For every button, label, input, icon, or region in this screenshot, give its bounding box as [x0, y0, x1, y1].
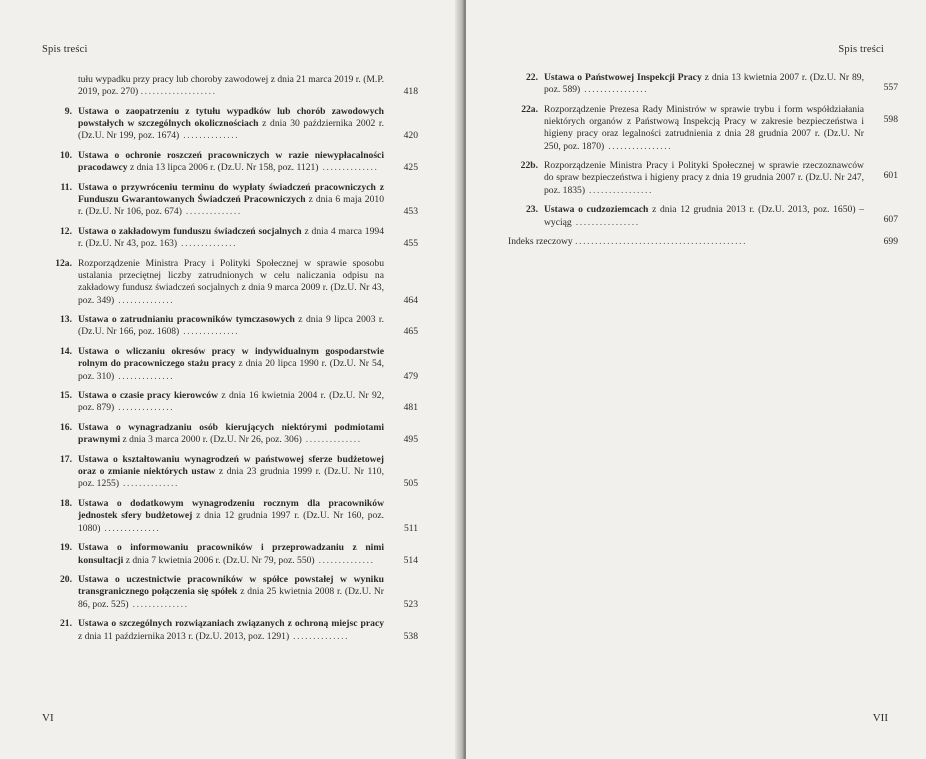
entry-page: 481 [403, 402, 418, 414]
dot-leader: .............. [177, 238, 238, 250]
entry-page: 420 [403, 130, 418, 142]
running-head-right: Spis treści [838, 44, 884, 55]
entry-page: 495 [403, 434, 418, 446]
toc-right [508, 72, 898, 248]
entry-number: 16. [60, 422, 72, 434]
entry-citation: z dnia 30 października 2002 r. (Dz.U. Nr 199, poz. 1674) [78, 118, 384, 142]
entry-citation: Rozporządzenie Ministra Pracy i Polityki Społecznej w sprawie rzeczoznawców do spraw bezpieczeństwa i higieny pracy z dnia 19 grudnia 2007 r. (Dz.U. Nr 247, poz. 1835) [544, 160, 864, 196]
entry-title: Ustawa o zaopatrzeniu z tytułu wypadków lub chorób zawodowych powstałych w szczególnych okolicznościach [78, 105, 384, 130]
entry-page: 538 [403, 630, 418, 642]
dot-leader: .............. [179, 130, 240, 142]
entry-citation: z dnia 3 marca 2000 r. (Dz.U. Nr 26, poz. 306) [120, 434, 302, 446]
dot-leader: .............. [318, 162, 379, 174]
toc-entry[interactable] [42, 574, 418, 611]
entry-page: 607 [883, 214, 898, 226]
dot-leader: .............. [301, 434, 362, 446]
entry-number: 22. [526, 72, 538, 83]
entry-citation: z dnia 6 maja 2010 r. (Dz.U. Nr 106, poz. 674) [78, 194, 384, 218]
dot-leader: .............. [114, 370, 175, 382]
left-page [0, 0, 461, 759]
toc-entry[interactable] [508, 104, 898, 153]
toc-entry[interactable] [42, 226, 418, 250]
toc-entry[interactable] [42, 258, 418, 307]
entry-title: Ustawa o kształtowaniu wynagrodzeń w państwowej sferze budżetowej oraz o zmianie niektórych ustaw [78, 454, 384, 478]
dot-leader: .............. [114, 294, 175, 306]
entry-number: 20. [60, 574, 72, 586]
entry-citation: z dnia 16 kwietnia 2004 r. (Dz.U. Nr 92, poz. 879) [78, 390, 384, 414]
entry-page: 464 [403, 294, 418, 306]
dot-leader: .............. [179, 326, 240, 338]
entry-title: Ustawa o informowaniu pracowników i przeprowadzaniu z nimi konsultacji [78, 542, 384, 566]
entry-citation: Rozporządzenie Ministra Pracy i Polityki Społecznej w sprawie sposobu ustalania przeciętnej liczby zatrudnionych w celu naliczania odpisu na zakładowy fundusz świadczeń socjalnych z dnia 9 marca 2009 r. (Dz.U. Nr 43, poz. 349) [78, 257, 384, 306]
entry-page: 511 [403, 522, 418, 534]
entry-text [78, 314, 384, 338]
toc-entry-continuation[interactable] [42, 74, 418, 98]
entry-title: Ustawa o czasie pracy kierowców [78, 390, 219, 402]
entry-number: 11. [60, 181, 72, 193]
dot-leader: ................ [580, 84, 649, 96]
dot-leader: .............. [119, 478, 180, 490]
index-page: 699 [883, 236, 898, 248]
entry-text [544, 204, 864, 228]
entry-text [78, 346, 384, 383]
entry-title: Ustawa o wynagradzaniu osób kierujących niektórymi podmiotami prawnymi [78, 422, 384, 446]
entry-text [78, 226, 384, 250]
entry-text: tułu wypadku przy pracy lub choroby zawodowej z dnia 21 marca 2019 r. (M.P. 2019, poz. 270) ................... [78, 74, 384, 98]
entry-page: 453 [403, 206, 418, 218]
entry-number: 15. [60, 390, 72, 402]
entry-number: 23. [526, 204, 538, 216]
entry-number [42, 74, 78, 98]
toc-entry[interactable] [508, 72, 898, 96]
entry-number: 22a. [521, 103, 538, 115]
entry-citation: z dnia 12 grudnia 2013 r. (Dz.U. 2013, poz. 1650) – wyciąg [544, 204, 865, 228]
entry-number: 21. [60, 618, 72, 630]
entry-title: Ustawa o zatrudnianiu pracowników tymczasowych [78, 314, 295, 326]
entry-citation: z dnia 12 grudnia 1997 r. (Dz.U. Nr 160, poz. 1080) [78, 510, 384, 534]
entry-text [78, 422, 384, 446]
entry-number: 22b. [520, 160, 538, 172]
entry-page: 523 [403, 598, 418, 610]
entry-number: 14. [60, 346, 72, 358]
toc-entry[interactable] [42, 346, 418, 383]
entry-page: 598 [883, 113, 898, 125]
entry-title: Ustawa o wliczaniu okresów pracy w indywidualnym gospodarstwie rolnym do pracowniczego stażu pracy [78, 346, 384, 370]
entry-text [78, 498, 384, 535]
toc-entry[interactable] [42, 498, 418, 535]
entry-text [78, 182, 384, 219]
entry-citation: z dnia 13 lipca 2006 r. (Dz.U. Nr 158, poz. 1121) [127, 162, 319, 174]
toc-left [42, 74, 418, 650]
entry-text [78, 258, 384, 307]
entry-number: 12a. [55, 257, 72, 269]
entry-number: 9. [64, 105, 72, 117]
entry-number: 18. [60, 498, 72, 510]
toc-entry[interactable] [42, 150, 418, 174]
entry-citation: z dnia 25 kwietnia 2008 r. (Dz.U. Nr 86, poz. 525) [78, 586, 384, 610]
entry-title: Ustawa o cudzoziemcach [544, 204, 649, 216]
entry-text [78, 574, 384, 611]
entry-number: 17. [60, 454, 72, 466]
entry-number: 12. [60, 226, 72, 238]
entry-text [78, 618, 384, 642]
entry-title: Ustawa o uczestnictwie pracowników w spółce powstałej w wyniku transgranicznego połączenia się spółek [78, 574, 384, 598]
entry-citation: z dnia 11 października 2013 r. (Dz.U. 2013, poz. 1291) [78, 630, 290, 642]
entry-title: Ustawa o dodatkowym wynagrodzeniu rocznym dla pracowników jednostek sfery budżetowej [78, 498, 384, 522]
entry-citation: z dnia 20 lipca 1990 r. (Dz.U. Nr 54, poz. 310) [78, 358, 384, 382]
entry-text [78, 454, 384, 491]
entry-title: Ustawa o przywróceniu terminu do wypłaty świadczeń pracowniczych z Funduszu Gwarantowanych Świadczeń Pracowniczych [78, 181, 384, 206]
toc-entry[interactable] [42, 182, 418, 219]
entry-page: 465 [403, 326, 418, 338]
dot-leader: ................ [604, 140, 673, 152]
entry-text [544, 104, 864, 153]
entry-citation: z dnia 13 kwietnia 2007 r. (Dz.U. Nr 89, poz. 589) [544, 72, 864, 96]
entry-text [544, 160, 864, 197]
entry-text [78, 150, 384, 174]
toc-entry[interactable] [42, 106, 418, 143]
entry-page: 418 [403, 86, 418, 98]
entry-number: 19. [60, 542, 72, 554]
entry-text [544, 72, 864, 96]
dot-leader: .............. [114, 402, 175, 414]
dot-leader: .............. [289, 630, 350, 642]
toc-entry-index[interactable] [508, 236, 898, 248]
entry-text [78, 106, 384, 143]
entry-page: 514 [403, 554, 418, 566]
entry-text [78, 542, 384, 566]
entry-citation: z dnia 23 grudnia 1999 r. (Dz.U. Nr 110, poz. 1255) [78, 466, 384, 490]
entry-page: 505 [403, 478, 418, 490]
entry-title: Ustawa o zakładowym funduszu świadczeń socjalnych [78, 226, 302, 238]
dot-leader: ................ [571, 216, 640, 228]
toc-entry[interactable] [42, 390, 418, 414]
entry-citation: z dnia 9 lipca 2003 r. (Dz.U. Nr 166, poz. 1608) [78, 314, 384, 338]
folio-left: VI [42, 712, 54, 724]
toc-entry[interactable] [42, 314, 418, 338]
entry-title: Ustawa o szczególnych rozwiązaniach związanych z ochroną miejsc pracy [78, 618, 384, 630]
dot-leader: .............. [181, 206, 242, 218]
entry-citation: Rozporządzenie Prezesa Rady Ministrów w sprawie trybu i form współdziałania niektórych organów z Państwową Inspekcją Pracy w zakresie bezpieczeństwa i higieny pracy oraz legalności zatrudnienia z dnia 28 grudnia 2007 r. (Dz.U. Nr 250, poz. 1870) [544, 103, 864, 152]
entry-title: Ustawa o Państwowej Inspekcji Pracy [544, 72, 702, 83]
dot-leader: .............. [100, 522, 161, 534]
dot-leader: .............. [128, 598, 189, 610]
running-head-left: Spis treści [42, 44, 88, 55]
entry-page: 479 [403, 370, 418, 382]
entry-title: Ustawa o ochronie roszczeń pracowniczych w razie niewypłacalności pracodawcy [78, 150, 384, 174]
toc-entry[interactable] [42, 542, 418, 566]
toc-entry[interactable] [42, 618, 418, 642]
dot-leader: ................ [585, 184, 654, 196]
entry-number: 13. [60, 314, 72, 326]
toc-entry[interactable] [508, 204, 898, 228]
toc-entry[interactable] [42, 422, 418, 446]
entry-page: 557 [883, 82, 898, 93]
entry-page: 601 [883, 170, 898, 182]
entry-citation: z dnia 4 marca 1994 r. (Dz.U. Nr 43, poz. 163) [78, 226, 384, 250]
index-label: Indeks rzeczowy ........................................... [508, 236, 748, 248]
entry-citation: z dnia 7 kwietnia 2006 r. (Dz.U. Nr 79, poz. 550) [123, 554, 315, 566]
folio-right: VII [872, 712, 888, 724]
entry-page: 455 [403, 238, 418, 250]
entry-page: 425 [403, 162, 418, 174]
toc-entry[interactable] [508, 160, 898, 197]
entry-text [78, 390, 384, 414]
dot-leader: .............. [314, 554, 375, 566]
toc-entry[interactable] [42, 454, 418, 491]
entry-number: 10. [60, 150, 72, 162]
right-page [466, 0, 926, 759]
